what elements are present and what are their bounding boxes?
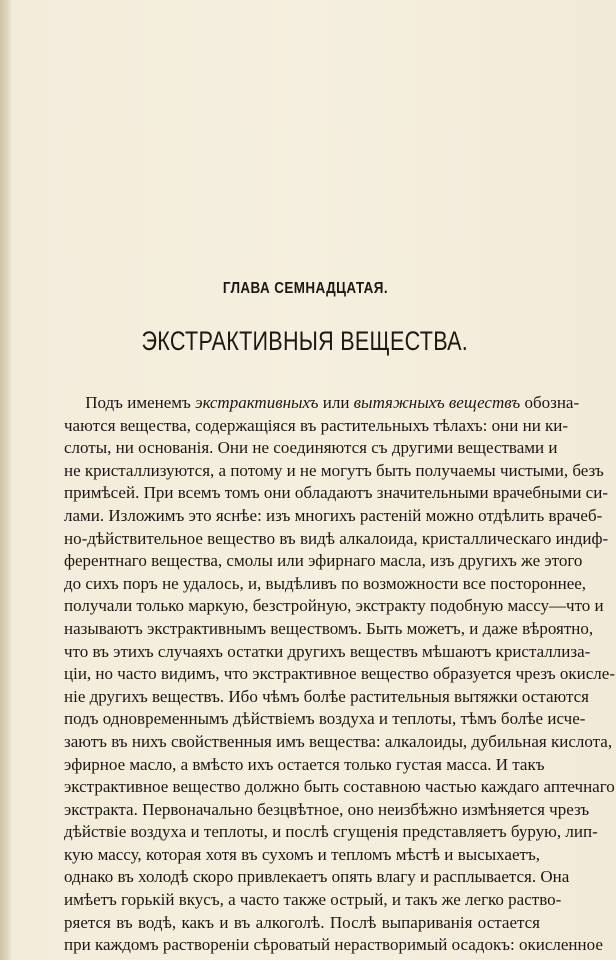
body-line: имѣетъ горькій вкусъ, а часто также острый, и такъ же легко раство- (64, 890, 562, 910)
body-line: не кристаллизуются, а потому и не могутъ быть получаемы чистыми, безъ (64, 460, 604, 480)
body-text (64, 392, 615, 957)
body-line: экстрактивное вещество должно быть составною частью каждаго аптечнаго (64, 777, 615, 797)
body-line: получали только маркую, безстройную, экстракту подобную массу—что и (64, 596, 604, 616)
body-line: однако въ холодѣ скоро привлекаетъ опять влагу и расплывается. Она (64, 867, 570, 887)
line-fragment: или (318, 393, 354, 412)
body-line: но-дѣйствительное вещество въ видѣ алкалоида, кристаллическаго индиф- (64, 528, 609, 548)
body-line: дѣйствіе воздуха и теплоты, и послѣ сгущенія представляетъ бурую, лип- (64, 822, 598, 842)
line-fragment: обозна- (520, 393, 580, 412)
body-line: ферентнаго вещества, смолы или эфирнаго масла, изъ другихъ же этого (64, 551, 583, 571)
italic-term: вытяжныхъ веществъ (353, 393, 521, 412)
body-line: ряется въ водѣ, какъ и въ алкоголѣ. Послѣ выпариванія остается (64, 912, 540, 932)
body-line: при каждомъ раствореніи сѣроватый нерастворимый осадокъ: окисленное (64, 935, 603, 955)
chapter-heading: ГЛАВА СЕМНАДЦАТАЯ. (222, 280, 388, 297)
body-line: чаются вещества, содержащіяся въ растительныхъ тѣлахъ: они ни ки- (64, 415, 569, 435)
body-line: примѣсей. При всемъ томъ они обладаютъ значительными врачебными си- (64, 483, 608, 503)
body-line: ніе другихъ веществъ. Ибо чѣмъ болѣе растительныя вытяжки остаются (64, 686, 589, 706)
body-line: слоты, ни основанія. Они не соединяются съ другими веществами и (64, 438, 558, 458)
line-fragment: Подъ именемъ (85, 393, 196, 412)
spine-shadow (0, 0, 12, 960)
body-line: подъ одновременнымъ дѣйствіемъ воздуха и теплоты, тѣмъ болѣе исче- (64, 709, 586, 729)
body-line: до сихъ поръ не удалось, и, выдѣливъ по возможности все постороннее, (64, 573, 587, 593)
body-line: заютъ въ нихъ свойственныя имъ вещества: алкалоиды, дубильная кислота, (64, 731, 613, 751)
section-title: ЭКСТРАКТИВНЫЯ ВЕЩЕСТВА. (141, 326, 469, 356)
body-line: что въ этихъ случаяхъ остатки другихъ веществъ мѣшаютъ кристаллиза- (64, 641, 591, 661)
body-line (64, 392, 580, 415)
body-line: ціи, но часто видимъ, что экстрактивное вещество образуется чрезъ окисле- (64, 664, 615, 684)
body-line: называютъ экстрактивнымъ веществомъ. Быть можетъ, и даже вѣроятно, (64, 618, 594, 638)
body-line: лами. Изложимъ это яснѣе: изъ многихъ растеній можно отдѣлить врачеб- (64, 505, 603, 525)
body-line: экстракта. Первоначально безцвѣтное, оно неизбѣжно измѣняется чрезъ (64, 799, 590, 819)
body-line: кую массу, которая хотя въ сухомъ и тепломъ мѣстѣ и высыхаетъ, (64, 844, 540, 864)
body-line: эфирное масло, а вмѣсто ихъ остается только густая масса. И такъ (64, 754, 545, 774)
italic-term: экстрактивныхъ (195, 393, 319, 412)
